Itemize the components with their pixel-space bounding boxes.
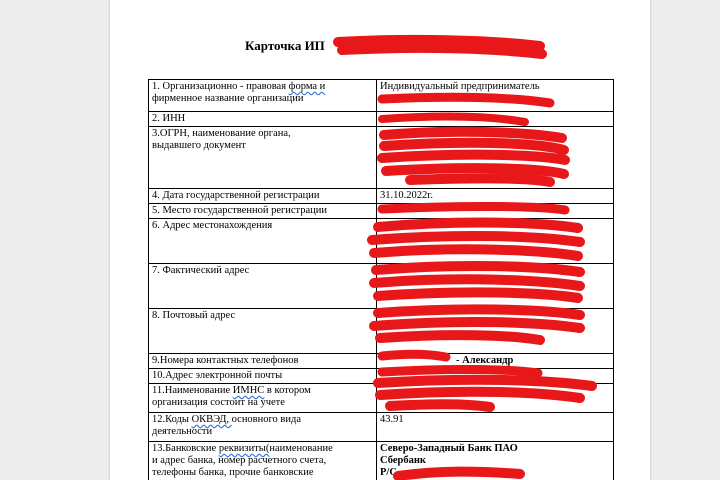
- row-label: 2. ИНН: [149, 112, 377, 127]
- row-value: [377, 384, 614, 413]
- row-label: 3.ОГРН, наименование органа, выдавшего документ: [149, 127, 377, 189]
- table-row: [149, 309, 614, 354]
- row-value: [377, 369, 614, 384]
- table-row: [149, 442, 614, 480]
- row-value: 31.10.2022г.: [377, 189, 614, 204]
- row-label: 10.Адрес электронной почты: [149, 369, 377, 384]
- row-value: [377, 309, 614, 354]
- row-label: 8. Почтовый адрес: [149, 309, 377, 354]
- table-row: [149, 127, 614, 189]
- row-value: [377, 112, 614, 127]
- title-text: Карточка ИП: [245, 38, 325, 53]
- row-label: 4. Дата государственной регистрации: [149, 189, 377, 204]
- table-row: [149, 219, 614, 264]
- redaction-mark: [338, 40, 542, 54]
- row-value: [377, 442, 614, 480]
- table-row: [149, 189, 614, 204]
- row-label: 13.Банковские реквизиты(наименование и адрес банка, номер расчетного счета, телефоны банка, прочие банковские: [149, 442, 377, 480]
- table-row: [149, 413, 614, 442]
- table-row: [149, 264, 614, 309]
- row-label: 12.Коды ОКВЭД, основного вида деятельности: [149, 413, 377, 442]
- row-value: [377, 354, 614, 369]
- row-value: 43.91: [377, 413, 614, 442]
- table-row: [149, 369, 614, 384]
- row-value: [377, 264, 614, 309]
- table-row: [149, 204, 614, 219]
- row-label: 11.Наименование ИМНС в котором организация состоит на учете: [149, 384, 377, 413]
- table-row: [149, 112, 614, 127]
- row-label: 7. Фактический адрес: [149, 264, 377, 309]
- row-value: [377, 219, 614, 264]
- row-label: 1. Организационно - правовая форма и фирменное название организации: [149, 80, 377, 112]
- phone-value: - Александр: [456, 355, 514, 366]
- row-value: Индивидуальный предприниматель: [377, 80, 614, 112]
- row-label: 6. Адрес местонахождения: [149, 219, 377, 264]
- table-row: [149, 384, 614, 413]
- company-card-table: [148, 79, 614, 480]
- document-page: [110, 0, 650, 480]
- table-row: [149, 354, 614, 369]
- row-value: [377, 127, 614, 189]
- account-label: Р/С: [380, 467, 397, 478]
- row-label: 9.Номера контактных телефонов: [149, 354, 377, 369]
- row-label: 5. Место государственной регистрации: [149, 204, 377, 219]
- bank-name: Северо-Западный Банк ПАО Сбербанк: [380, 443, 518, 466]
- table-row: [149, 80, 614, 112]
- row-value: [377, 204, 614, 219]
